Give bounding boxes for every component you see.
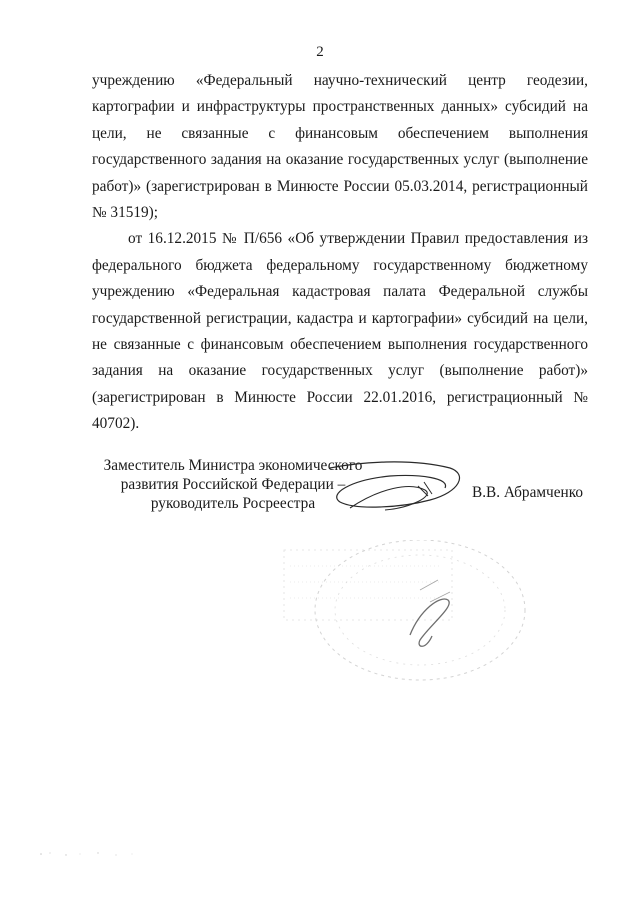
scan-noise xyxy=(36,848,156,860)
signatory-title-line-1: Заместитель Министра экономического xyxy=(103,457,363,474)
signatory-title-line-2: развития Российской Федерации – xyxy=(120,476,346,493)
document-body xyxy=(92,68,588,438)
page-number: 2 xyxy=(316,44,324,60)
handwritten-signature xyxy=(300,452,470,532)
paragraph-order-p656: от 16.12.2015 № П/656 «Об утверждении Правил предоставления из федерального бюджета федеральному государственному бюджетному учреждению «Федеральная кадастровая палата Федеральной службы государственной регистрации, кадастра и картографии» субсидий на цели, не связанные с финансовым обеспечением выполнения государственного задания на оказание государственных услуг (выполнение работ)» (зарегистрирован в Минюсте России 22.01.2016, регистрационный № 40702). xyxy=(92,230,588,433)
official-stamp xyxy=(270,540,540,690)
paragraph-continuation: учреждению «Федеральный научно-технический центр геодезии, картографии и инфраструктуры пространственных данных» субсидий на цели, не связанные с финансовым обеспечением выполнения государственного задания на оказание государственных услуг (выполнение работ)» (зарегистрирован в Минюсте России 05.03.2014, регистрационный № 31519); xyxy=(92,72,588,222)
signatory-title-line-3: руководитель Росреестра xyxy=(150,495,316,512)
signatory-name: В.В. Абрамченко xyxy=(472,484,584,501)
